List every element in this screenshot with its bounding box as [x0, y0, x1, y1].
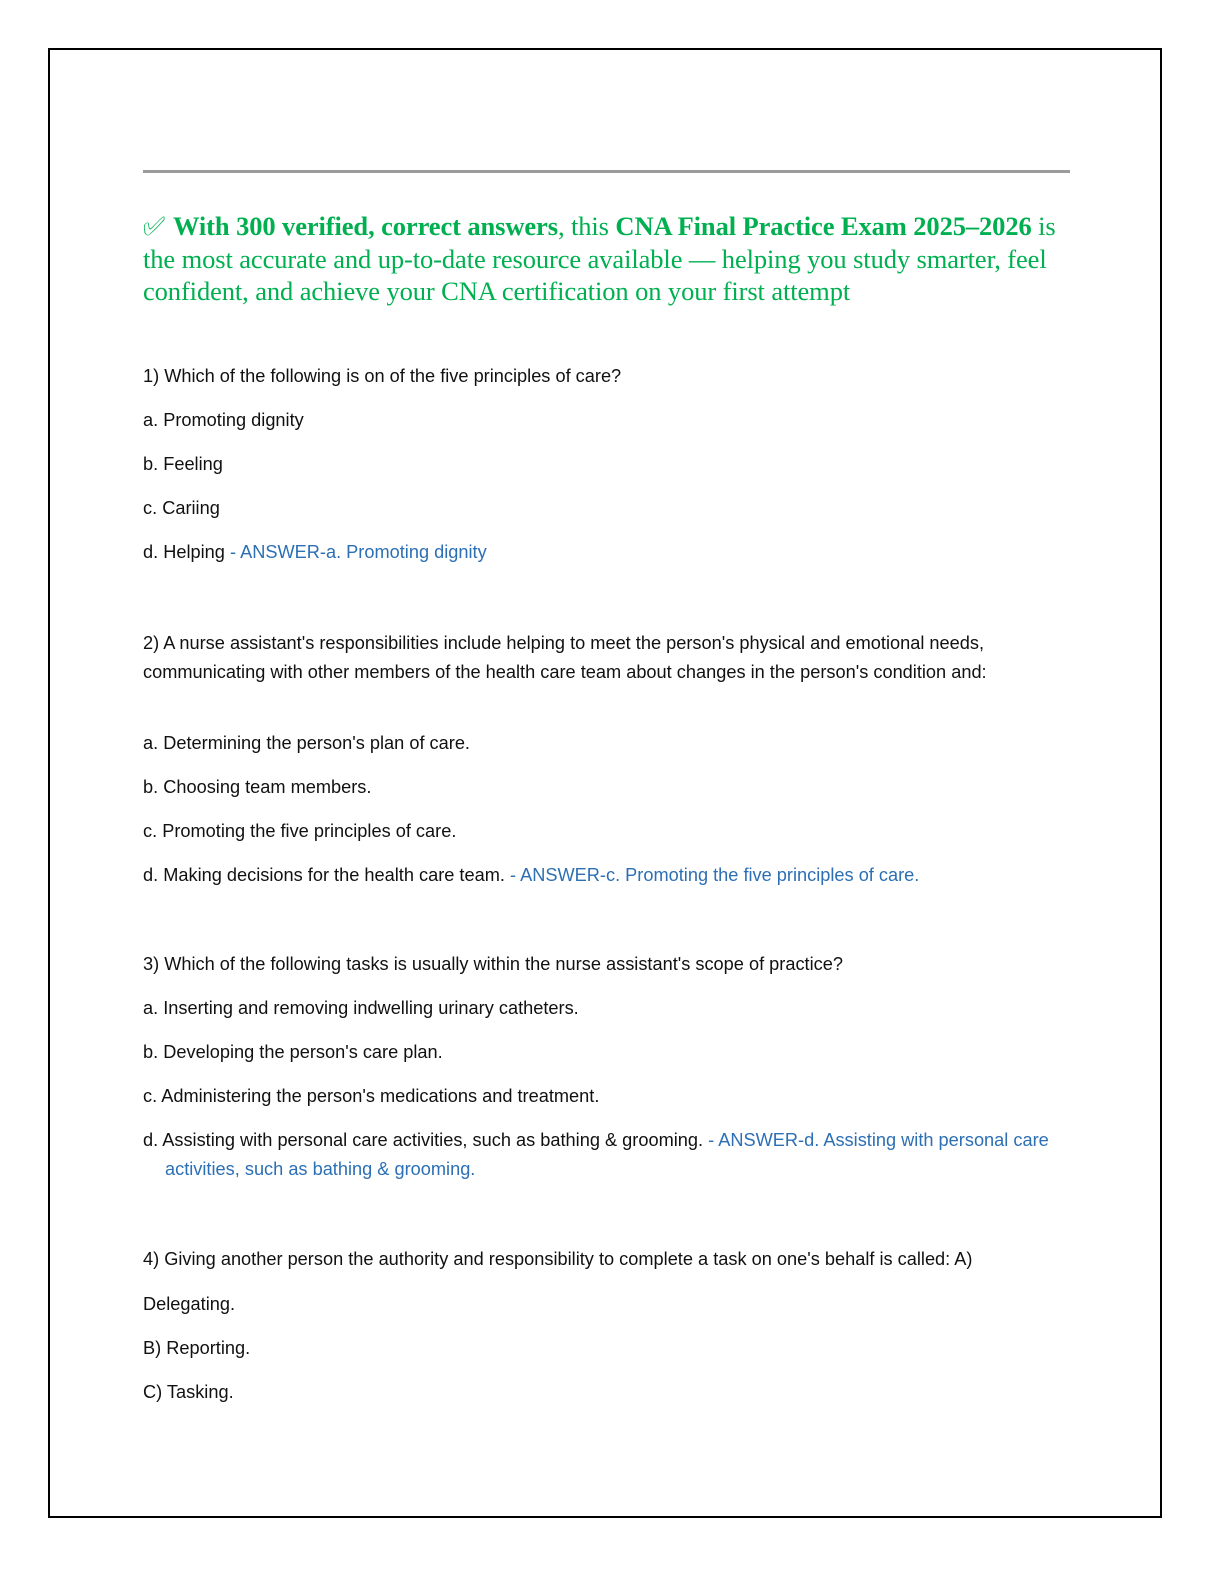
intro-text-2: is the most accurate and up-to-date resource available — helping you study smarter, feel confident, and achieve your CNA certification on your first attempt	[143, 211, 1056, 306]
question-4-option-a: Delegating.	[143, 1294, 236, 1314]
intro-bold-1: With 300 verified, correct answers	[173, 211, 558, 241]
question-1-option-c: c. Cariing	[143, 498, 220, 518]
question-1-option-d	[143, 542, 487, 563]
question-1-answer: - ANSWER-a. Promoting dignity	[229, 542, 487, 562]
question-3-option-b: b. Developing the person's care plan.	[143, 1042, 443, 1062]
question-2-option-b: b. Choosing team members.	[143, 777, 372, 797]
intro-text-1: , this	[557, 211, 616, 241]
check-mark-icon: ✅︎	[143, 211, 166, 242]
question-2-answer: - ANSWER-c. Promoting the five principles of care.	[509, 865, 920, 885]
question-2-stem: 2) A nurse assistant's responsibilities include helping to meet the person's physical and emotional needs, communicating with other members of the health care team about changes in the person's condition and:	[143, 633, 987, 682]
question-3-option-d-text: d. Assisting with personal care activities, such as bathing & grooming.	[143, 1130, 704, 1150]
intro-bold-2: CNA Final Practice Exam 2025–2026	[615, 211, 1032, 241]
question-4-stem: 4) Giving another person the authority and responsibility to complete a task on one's behalf is called: A)	[143, 1249, 973, 1269]
question-2-option-a: a. Determining the person's plan of care.	[143, 733, 470, 753]
question-3-stem: 3) Which of the following tasks is usually within the nurse assistant's scope of practice?	[143, 954, 843, 974]
question-2-option-d	[143, 865, 919, 886]
question-1-option-d-text: d. Helping	[143, 542, 225, 562]
question-4-option-b: B) Reporting.	[143, 1338, 251, 1358]
question-2-option-c: c. Promoting the five principles of care.	[143, 821, 457, 841]
question-3-option-c: c. Administering the person's medications and treatment.	[143, 1086, 600, 1106]
question-3-option-a: a. Inserting and removing indwelling urinary catheters.	[143, 998, 579, 1018]
question-2-option-d-text: d. Making decisions for the health care team.	[143, 865, 505, 885]
question-1-option-a: a. Promoting dignity	[143, 410, 304, 430]
intro-banner	[143, 210, 1073, 307]
question-4-option-c: C) Tasking.	[143, 1382, 234, 1402]
question-1-stem: 1) Which of the following is on of the five principles of care?	[143, 366, 622, 386]
question-3-answer: - ANSWER-d. Assisting with personal care activities, such as bathing & grooming.	[165, 1130, 1049, 1179]
horizontal-rule	[143, 170, 1070, 173]
question-1-option-b: b. Feeling	[143, 454, 223, 474]
question-3-option-d	[143, 1126, 1073, 1184]
